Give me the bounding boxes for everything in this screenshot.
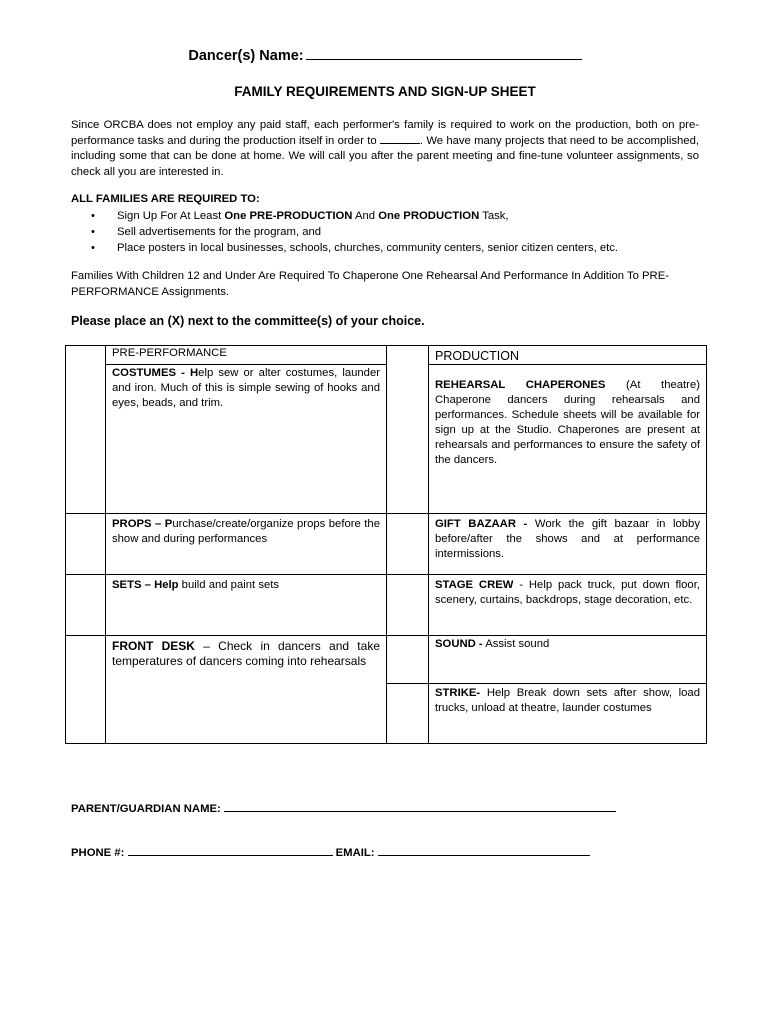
req1-text-c: And xyxy=(352,210,379,222)
costumes-title: COSTUMES - H xyxy=(112,367,199,379)
intro-text-1: Since ORCBA does not employ any paid staff, each performer's family is required to work on the production, both on pre-performance tasks and during the production itself in order to xyxy=(71,119,699,148)
intro-blank-line xyxy=(380,133,420,144)
rehearsal-title: REHEARSAL CHAPERONES xyxy=(435,379,606,391)
parent-name-label: PARENT/GUARDIAN NAME: xyxy=(71,803,221,815)
front-desk-desc: – Check in dancers and take temperatures of dancers coming into rehearsals xyxy=(112,639,380,668)
props-desc: urchase/create/organize props before the show and during performances xyxy=(112,518,380,545)
front-desk-checkbox[interactable] xyxy=(66,636,106,744)
props-cell xyxy=(106,514,387,575)
costumes-desc: elp sew or alter costumes, launder and iron. Much of this is simple sewing of hooks and eyes, beads, and trim. xyxy=(112,367,381,409)
bullet-icon: • xyxy=(91,210,95,222)
contact-fields xyxy=(71,845,590,859)
dancer-name-field xyxy=(0,47,770,64)
gift-bazaar-cell xyxy=(429,514,707,575)
production-header: PRODUCTION xyxy=(429,346,707,365)
req2-text: Sell advertisements for the program, and xyxy=(117,226,322,238)
props-title: PROPS – P xyxy=(112,518,173,530)
bullet-icon: • xyxy=(91,242,95,254)
sets-cell xyxy=(106,575,387,636)
list-item xyxy=(71,240,618,256)
strike-checkbox[interactable] xyxy=(387,684,429,744)
table-row xyxy=(66,346,707,365)
rehearsal-checkbox[interactable] xyxy=(387,346,429,514)
requirements-heading: ALL FAMILIES ARE REQUIRED TO: xyxy=(71,193,260,205)
table-row xyxy=(66,575,707,636)
children-note: Families With Children 12 and Under Are Required To Chaperone One Rehearsal And Performance In Addition To PRE-PERFORMANCE Assignments. xyxy=(71,270,670,298)
email-label: EMAIL: xyxy=(335,847,375,859)
requirements-list xyxy=(71,208,618,256)
stage-crew-cell xyxy=(429,575,707,636)
strike-title: STRIKE- xyxy=(435,687,481,699)
costumes-checkbox[interactable] xyxy=(66,346,106,514)
stage-crew-desc: - Help pack truck, put down floor, scenery, curtains, backdrops, stage decoration, etc. xyxy=(435,579,700,606)
intro-paragraph xyxy=(71,118,699,180)
list-item xyxy=(71,224,618,240)
parent-name-input-line[interactable] xyxy=(224,801,616,812)
phone-input-line[interactable] xyxy=(128,845,333,856)
bullet-icon: • xyxy=(91,226,95,238)
req1-text-e: Task, xyxy=(479,210,509,222)
place-instruction: Please place an (X) next to the committee(s) of your choice. xyxy=(71,314,425,328)
table-row xyxy=(66,514,707,575)
list-item xyxy=(71,208,618,224)
parent-name-field xyxy=(71,801,616,815)
gift-bazaar-desc: Work the gift bazaar in lobby before/after the shows and at performance intermissions. xyxy=(435,518,700,560)
sound-cell xyxy=(429,636,707,684)
gift-bazaar-title: GIFT BAZAAR - xyxy=(435,518,528,530)
table-row xyxy=(66,636,707,684)
sets-checkbox[interactable] xyxy=(66,575,106,636)
dancer-name-label: Dancer(s) Name: xyxy=(188,48,304,64)
pre-performance-header: PRE-PERFORMANCE xyxy=(106,346,387,365)
sound-title: SOUND - xyxy=(435,638,483,650)
strike-desc: Help Break down sets after show, load trucks, unload at theatre, launder costumes xyxy=(435,687,700,714)
gift-bazaar-checkbox[interactable] xyxy=(387,514,429,575)
email-input-line[interactable] xyxy=(378,845,590,856)
req1-text-a: Sign Up For At Least xyxy=(117,210,225,222)
stage-crew-checkbox[interactable] xyxy=(387,575,429,636)
stage-crew-title: STAGE CREW xyxy=(435,579,514,591)
req1-text-d: One PRODUCTION xyxy=(378,210,480,222)
req1-text-b: One PRE-PRODUCTION xyxy=(224,210,353,222)
sound-checkbox[interactable] xyxy=(387,636,429,684)
intro-text-2: . We have many projects that need to be accomplished, including some that can be done at home. We will call you after the parent meeting and fine-tune volunteer assignments, so check all you are interested in. xyxy=(71,135,699,178)
sound-desc: Assist sound xyxy=(482,638,550,650)
phone-label: PHONE #: xyxy=(71,847,125,859)
costumes-cell xyxy=(106,365,387,514)
rehearsal-desc: (At theatre) Chaperone dancers during rehearsals and performances. Schedule sheets will be available for sign up at the Studio. Chaperones are present at rehearsals and performances to ensure the safety of the dancers. xyxy=(435,379,700,466)
sets-desc: build and paint sets xyxy=(178,579,280,591)
front-desk-cell xyxy=(106,636,387,744)
dancer-name-input-line[interactable] xyxy=(306,47,582,60)
committee-table xyxy=(65,345,707,744)
props-checkbox[interactable] xyxy=(66,514,106,575)
strike-cell xyxy=(429,684,707,744)
req3-text: Place posters in local businesses, schools, churches, community centers, senior citizen centers, etc. xyxy=(117,242,619,254)
sets-title: SETS – Help xyxy=(112,579,179,591)
table-row xyxy=(66,365,707,514)
page-title: FAMILY REQUIREMENTS AND SIGN-UP SHEET xyxy=(234,84,536,99)
front-desk-title: FRONT DESK xyxy=(112,639,195,653)
rehearsal-cell xyxy=(429,365,707,514)
